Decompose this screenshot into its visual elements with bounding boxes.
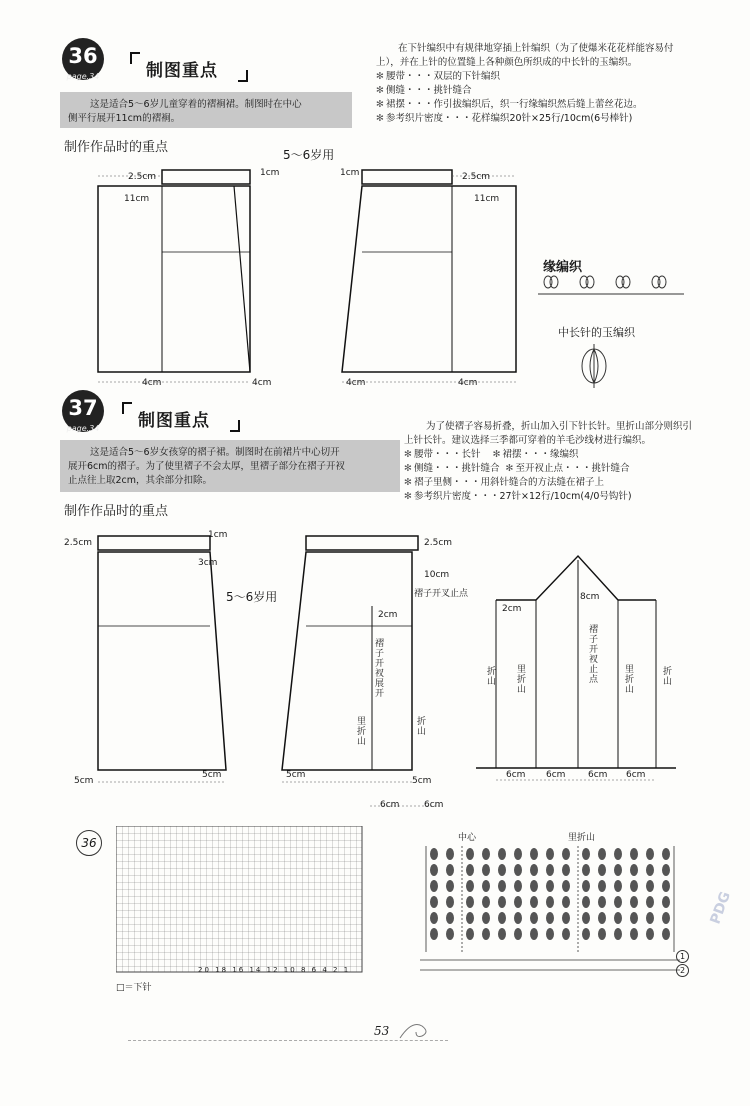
label-5cm-3: 5cm	[286, 770, 306, 780]
ruler-6: 6	[311, 966, 319, 974]
pleat-width-1: 6cm	[506, 770, 526, 780]
section-36-title-box	[130, 52, 250, 82]
section-36-number: 36	[68, 44, 98, 68]
row-marker-2: 2	[676, 964, 689, 977]
section-37-number: 37	[68, 396, 98, 420]
section-36-page-ref: page.34	[66, 72, 100, 81]
section-37-notes	[404, 420, 746, 504]
grid-ruler	[198, 966, 350, 974]
pleat-label-2cm: 2cm	[502, 604, 522, 614]
section-37-item-hem: 裙摆・・・缘编织	[502, 449, 579, 460]
section-37-item-pleat-inner: 褶子里侧・・・用斜针缝合的方法缝在裙子上	[413, 477, 604, 488]
asterisk-icon: ✻	[404, 463, 412, 474]
section-37-item-waistband: 腰带・・・长针	[413, 449, 481, 460]
pleat-width-4: 6cm	[626, 770, 646, 780]
label-1cm-left: 1cm	[208, 530, 228, 540]
label-6cm-b: 6cm	[424, 800, 444, 810]
asterisk-icon: ✻	[404, 449, 412, 460]
ruler-20: 20	[198, 966, 211, 974]
section-37-notes-line2: 上针长针。建议选择三季都可穿着的羊毛沙线材进行编织。	[404, 435, 652, 446]
ruler-4: 4	[322, 966, 329, 974]
section-36-notes-line1: 在下针编织中有规律地穿插上针编织（为了使爆米花花样能容易付	[398, 43, 674, 54]
skirt-panel-left	[98, 186, 250, 372]
skirt-panel-right	[282, 552, 412, 770]
ruler-14: 14	[249, 966, 263, 974]
crochet-inner-fold-label: 里折山	[568, 833, 596, 843]
section-37-item-gauge: 参考织片密度・・・27针×12行/10cm(4/0号钩针)	[413, 491, 632, 502]
section-37-item-side: 侧缝・・・挑针缝合	[413, 463, 500, 474]
waistband-right	[306, 536, 418, 550]
watermark: PDG	[707, 889, 734, 927]
section-37-title-box	[122, 402, 242, 432]
label-4cm-2: 4cm	[252, 378, 272, 388]
section-36-item-hem: 裙摆・・・作引拔编织后，织一行缘编织然后缝上蕾丝花边。	[385, 99, 643, 110]
label-2-5cm-right: 2.5cm	[424, 538, 453, 548]
pleat-label-inner-right: 里折山	[623, 664, 633, 694]
label-11cm-right: 11cm	[474, 194, 500, 204]
section-36-notes	[376, 42, 746, 126]
knit-grid-chart	[116, 826, 364, 974]
bracket-right	[238, 70, 248, 82]
section-36-item-gauge: 参考织片密度・・・花样编织20针×25行/10cm(6号棒针)	[385, 113, 633, 124]
skirt-panel-right	[342, 186, 516, 372]
bracket-left	[130, 52, 140, 64]
waistband-left	[162, 170, 250, 184]
section-37-notes-line1: 为了使褶子容易折叠，折山加入引下针长针。里折山部分则织引	[426, 421, 693, 432]
pleat-label-slit-stop: 褶子开衩止点	[587, 624, 597, 684]
pleat-top-outline	[496, 556, 656, 600]
pleat-label-fold-right: 折山	[661, 666, 671, 686]
section-37-description	[60, 440, 400, 492]
pleat-width-3: 6cm	[588, 770, 608, 780]
row-marker-1: 1	[676, 950, 689, 963]
section-37-badge	[62, 390, 104, 432]
pleat-label-fold-left: 折山	[485, 666, 495, 686]
asterisk-icon: ✻	[404, 477, 412, 488]
ruler-2: 2	[333, 966, 340, 974]
section-37-page-ref: page.34	[66, 424, 100, 433]
puff-stitch-title: 中长针的玉编织	[558, 326, 635, 339]
puff-stitch-icon	[574, 342, 614, 392]
ruler-12: 12	[266, 966, 280, 974]
label-4cm-1: 4cm	[142, 378, 162, 388]
label-3cm: 3cm	[198, 558, 218, 568]
label-slit-stop: 褶子开叉止点	[414, 589, 469, 599]
label-inner-fold: 里折山	[355, 716, 365, 746]
section-37-title: 制图重点	[138, 411, 210, 431]
label-5cm-1: 5cm	[74, 776, 94, 786]
skirt-panel-left	[98, 552, 226, 770]
edging-stitch-diagram	[538, 272, 688, 300]
section-36-item-side: 侧缝・・・挑针缝合	[385, 85, 472, 96]
chart-36-circle: 36	[76, 830, 102, 856]
section-36-notes-line2: 上），并在上针的位置缝上各种颜色所织成的中长针的玉编织。	[376, 57, 638, 68]
waistband-right	[362, 170, 452, 184]
section-36-title: 制图重点	[146, 61, 218, 81]
label-2-5cm-right: 2.5cm	[462, 172, 491, 182]
bracket-left	[122, 402, 132, 414]
section-37-subhead: 制作作品时的重点	[64, 504, 169, 519]
label-1cm-right: 1cm	[340, 168, 360, 178]
section-37-desc-line3: 止点往上取2cm，其余部分扣除。	[68, 475, 213, 486]
swirl-ornament-icon	[398, 1018, 432, 1042]
chart-legend: □＝下针	[116, 983, 152, 993]
asterisk-icon: ✻	[376, 85, 384, 96]
asterisk-icon: ✻	[404, 491, 412, 502]
ruler-18: 18	[215, 966, 229, 974]
waistband-left	[98, 536, 210, 550]
section-37-age: 5～6岁用	[226, 590, 278, 604]
ruler-1: 1	[343, 966, 351, 974]
asterisk-icon: ✻	[492, 449, 501, 460]
label-2-5cm-left: 2.5cm	[64, 538, 93, 548]
bracket-right	[230, 420, 240, 432]
asterisk-icon: ✻	[505, 463, 514, 474]
page-number: 53	[374, 1024, 390, 1038]
asterisk-icon: ✻	[376, 99, 384, 110]
pleat-label-inner-left: 里折山	[515, 664, 525, 694]
section-36-desc-line2: 侧平行展开11cm的褶裥。	[68, 113, 181, 124]
crochet-center-label: 中心	[458, 833, 477, 843]
label-10cm: 10cm	[424, 570, 450, 580]
label-4cm-4: 4cm	[458, 378, 478, 388]
section-36-item-waistband: 腰带・・・双层的下针编织	[385, 71, 500, 82]
ruler-8: 8	[300, 966, 308, 974]
pleat-width-2: 6cm	[546, 770, 566, 780]
crochet-symbol-chart	[420, 842, 682, 978]
label-fold: 折山	[415, 716, 425, 736]
label-4cm-3: 4cm	[346, 378, 366, 388]
label-2-5cm-left: 2.5cm	[128, 172, 157, 182]
label-slit-open: 褶子开衩展开	[373, 638, 383, 698]
label-2cm: 2cm	[378, 610, 398, 620]
pleat-label-8cm: 8cm	[580, 592, 600, 602]
label-11cm-left: 11cm	[124, 194, 150, 204]
section-37-desc-line1: 这是适合5～6岁女孩穿的褶子裙。制图时在前裙片中心切开	[90, 447, 340, 458]
asterisk-icon: ✻	[376, 113, 384, 124]
label-5cm-4: 5cm	[412, 776, 432, 786]
ruler-16: 16	[232, 966, 246, 974]
asterisk-icon: ✻	[376, 71, 384, 82]
section-37-desc-line2: 展开6cm的褶子。为了使里褶子不会太厚，里褶子部分在褶子开衩	[68, 461, 346, 472]
section-36-description	[60, 92, 352, 128]
crochet-stitch-rows	[430, 848, 670, 940]
ruler-10: 10	[283, 966, 297, 974]
label-1cm-left: 1cm	[260, 168, 280, 178]
label-6cm-a: 6cm	[380, 800, 400, 810]
section-36-age: 5～6岁用	[283, 148, 335, 162]
section-37-item-slit: 至开衩止点・・・挑针缝合	[515, 463, 630, 474]
section-36-subhead: 制作作品时的重点	[64, 140, 169, 155]
section-36-desc-line1: 这是适合5～6岁儿童穿着的褶裥裙。制图时在中心	[90, 99, 302, 110]
label-5cm-2: 5cm	[202, 770, 222, 780]
section-36-badge	[62, 38, 104, 80]
edging-title: 缘编织	[543, 260, 583, 275]
